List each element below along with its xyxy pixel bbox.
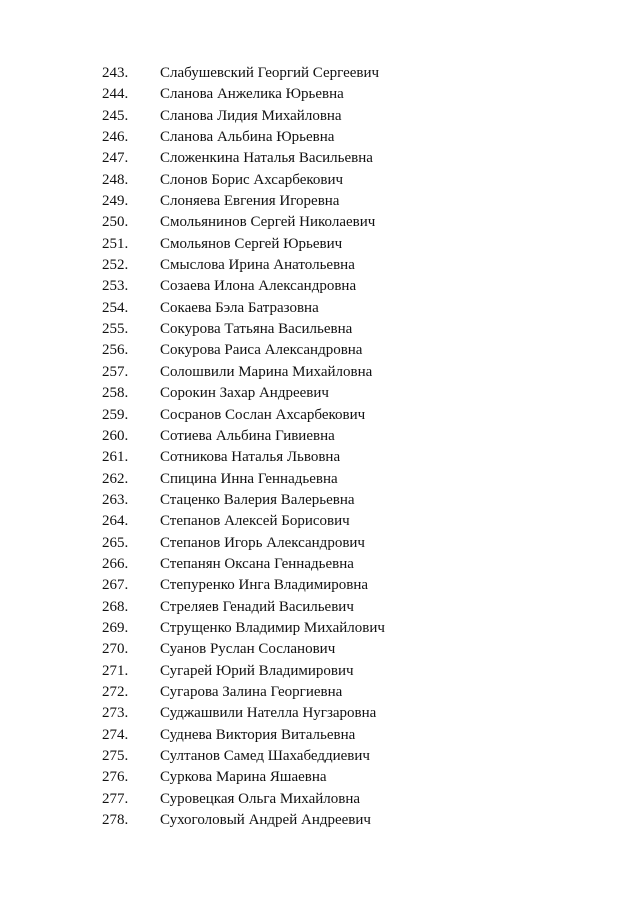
entry-name: Степанов Алексей Борисович <box>160 513 350 530</box>
entry-number: 246. <box>102 129 129 146</box>
list-item <box>0 682 640 703</box>
entry-name: Сокурова Татьяна Васильевна <box>160 321 353 338</box>
entry-number: 243. <box>102 65 129 81</box>
entry-name: Суровецкая Ольга Михайловна <box>160 790 361 807</box>
entry-name: Стаценко Валерия Валерьевна <box>160 491 355 508</box>
entry-number: 263. <box>102 491 129 508</box>
list-item <box>0 405 640 426</box>
entry-name: Слоняева Евгения Игоревна <box>160 193 340 210</box>
entry-name: Степанян Оксана Геннадьевна <box>160 555 354 572</box>
list-item <box>0 212 640 233</box>
list-item <box>0 469 640 490</box>
entry-number: 271. <box>102 662 129 679</box>
entry-number: 248. <box>102 171 129 188</box>
entry-name: Сокаева Бэла Батразовна <box>160 299 319 316</box>
entry-name: Степуренко Инга Владимировна <box>160 577 369 594</box>
list-item <box>0 426 640 447</box>
entry-name: Сотиева Альбина Гивиевна <box>160 427 335 444</box>
entry-name: Сухоголовый Андрей Андреевич <box>160 812 371 829</box>
list-item <box>0 533 640 554</box>
entry-name: Сланова Лидия Михайловна <box>160 107 342 124</box>
entry-number: 247. <box>102 150 129 167</box>
entry-name: Струщенко Владимир Михайлович <box>160 619 385 636</box>
entry-number: 262. <box>102 470 129 487</box>
entry-number: 245. <box>102 107 129 124</box>
entry-name: Сосранов Сослан Ахсарбекович <box>160 406 366 423</box>
entry-number: 261. <box>102 449 129 466</box>
entry-number: 269. <box>102 619 129 636</box>
list-item <box>0 810 640 831</box>
entry-number: 257. <box>102 363 129 380</box>
list-item <box>0 276 640 297</box>
entry-name: Созаева Илона Александровна <box>160 278 357 295</box>
list-item <box>0 298 640 319</box>
entry-name: Смыслова Ирина Анатольевна <box>160 257 355 274</box>
list-item <box>0 597 640 618</box>
entry-name: Слабушевский Георгий Сергеевич <box>160 65 380 81</box>
entry-number: 278. <box>102 812 129 829</box>
list-item <box>0 362 640 383</box>
list-item <box>0 170 640 191</box>
entry-number: 273. <box>102 705 129 722</box>
entry-number: 253. <box>102 278 129 295</box>
entry-number: 254. <box>102 299 129 316</box>
entry-name: Суркова Марина Яшаевна <box>160 769 327 786</box>
entry-number: 277. <box>102 790 129 807</box>
entry-number: 258. <box>102 385 129 402</box>
list-item <box>0 661 640 682</box>
entry-name: Слонов Борис Ахсарбекович <box>160 171 344 188</box>
list-item <box>0 148 640 169</box>
entry-number: 256. <box>102 342 129 359</box>
entry-number: 270. <box>102 641 129 658</box>
list-item <box>0 703 640 724</box>
entry-name: Султанов Самед Шахабеддиевич <box>160 748 370 764</box>
list-item <box>0 490 640 511</box>
entry-name: Спицина Инна Геннадьевна <box>160 470 338 487</box>
list-item <box>0 554 640 575</box>
entry-number: 244. <box>102 86 129 103</box>
entry-name: Сорокин Захар Андреевич <box>160 385 329 402</box>
entry-name: Суджашвили Нателла Нугзаровна <box>160 705 377 722</box>
entry-name: Сланова Анжелика Юрьевна <box>160 86 344 103</box>
name-list <box>0 63 640 831</box>
entry-number: 255. <box>102 321 129 338</box>
list-item <box>0 319 640 340</box>
entry-number: 274. <box>102 726 129 743</box>
list-item <box>0 725 640 746</box>
list-item <box>0 106 640 127</box>
list-item <box>0 234 640 255</box>
entry-number: 275. <box>102 748 129 764</box>
entry-name: Степанов Игорь Александрович <box>160 534 365 551</box>
entry-name: Смольянов Сергей Юрьевич <box>160 235 343 252</box>
entry-number: 260. <box>102 427 129 444</box>
entry-number: 272. <box>102 683 129 700</box>
entry-name: Солошвили Марина Михайловна <box>160 363 373 380</box>
entry-number: 251. <box>102 235 129 252</box>
entry-number: 266. <box>102 555 129 572</box>
entry-number: 265. <box>102 534 129 551</box>
list-item <box>0 639 640 660</box>
list-item <box>0 63 640 84</box>
entry-name: Сложенкина Наталья Васильевна <box>160 150 373 167</box>
entry-name: Сугарей Юрий Владимирович <box>160 662 354 679</box>
entry-number: 250. <box>102 214 129 231</box>
entry-name: Суанов Руслан Сосланович <box>160 641 336 658</box>
list-item <box>0 84 640 105</box>
list-item <box>0 575 640 596</box>
entry-number: 268. <box>102 598 129 615</box>
list-item <box>0 340 640 361</box>
entry-name: Сугарова Залина Георгиевна <box>160 683 343 700</box>
entry-number: 249. <box>102 193 129 210</box>
list-item <box>0 127 640 148</box>
entry-name: Сотникова Наталья Львовна <box>160 449 341 466</box>
entry-name: Смольянинов Сергей Николаевич <box>160 214 376 231</box>
entry-name: Сокурова Раиса Александровна <box>160 342 363 359</box>
entry-number: 267. <box>102 577 129 594</box>
list-item <box>0 789 640 810</box>
list-item <box>0 511 640 532</box>
list-item <box>0 191 640 212</box>
entry-name: Сланова Альбина Юрьевна <box>160 129 335 146</box>
entry-number: 252. <box>102 257 129 274</box>
list-item <box>0 618 640 639</box>
entry-number: 264. <box>102 513 129 530</box>
list-item <box>0 746 640 767</box>
list-item <box>0 383 640 404</box>
list-item <box>0 255 640 276</box>
list-item <box>0 767 640 788</box>
entry-name: Стреляев Генадий Васильевич <box>160 598 354 615</box>
entry-number: 276. <box>102 769 129 786</box>
entry-name: Суднева Виктория Витальевна <box>160 726 356 743</box>
list-item <box>0 447 640 468</box>
entry-number: 259. <box>102 406 129 423</box>
